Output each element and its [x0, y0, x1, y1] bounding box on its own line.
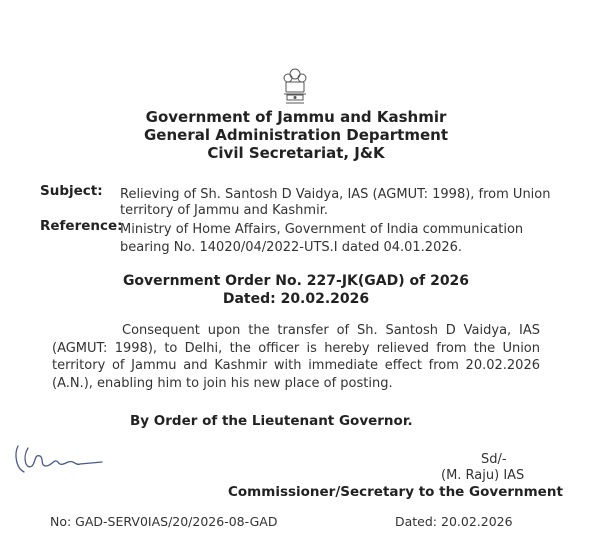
order-date: Dated: 20.02.2026: [222, 291, 370, 307]
body-paragraph: Consequent upon the transfer of Sh. Santosh D Vaidya, IAS (AGMUT: 1998), to Delhi, the officer is hereby relieved from the Union territory of Jammu and Kashmir with immediate effect from 20.02.2026 (A.N.), enabling him to join his new place of posting.: [52, 323, 540, 391]
reference-line-2: bearing No. 14020/04/2022-UTS.I dated 04.01.2026.: [120, 240, 463, 255]
footer-number: No: GAD-SERV0IAS/20/2026-08-GAD: [50, 514, 278, 529]
header-government: Government of Jammu and Kashmir: [145, 108, 447, 126]
handwritten-signature: [10, 440, 130, 480]
subject-label: Subject:: [40, 183, 103, 199]
reference-label: Reference:: [40, 218, 123, 234]
footer-date: Dated: 20.02.2026: [395, 514, 513, 529]
subject-line-1: Relieving of Sh. Santosh D Vaidya, IAS (AGMUT: 1998), from Union: [120, 187, 551, 202]
by-order-line: By Order of the Lieutenant Governor.: [130, 413, 413, 429]
reference-line-1: Ministry of Home Affairs, Government of India communication: [120, 222, 524, 237]
state-emblem-icon: [281, 66, 309, 106]
order-number: Government Order No. 227-JK(GAD) of 2026: [122, 273, 470, 289]
signature-name: (M. Raju) IAS: [441, 468, 525, 483]
signature-sd: Sd/-: [481, 452, 507, 467]
header-secretariat: Civil Secretariat, J&K: [207, 144, 385, 162]
subject-line-2: territory of Jammu and Kashmir.: [120, 203, 328, 218]
header-department: General Administration Department: [144, 126, 448, 144]
signature-designation: Commissioner/Secretary to the Government: [228, 484, 563, 500]
